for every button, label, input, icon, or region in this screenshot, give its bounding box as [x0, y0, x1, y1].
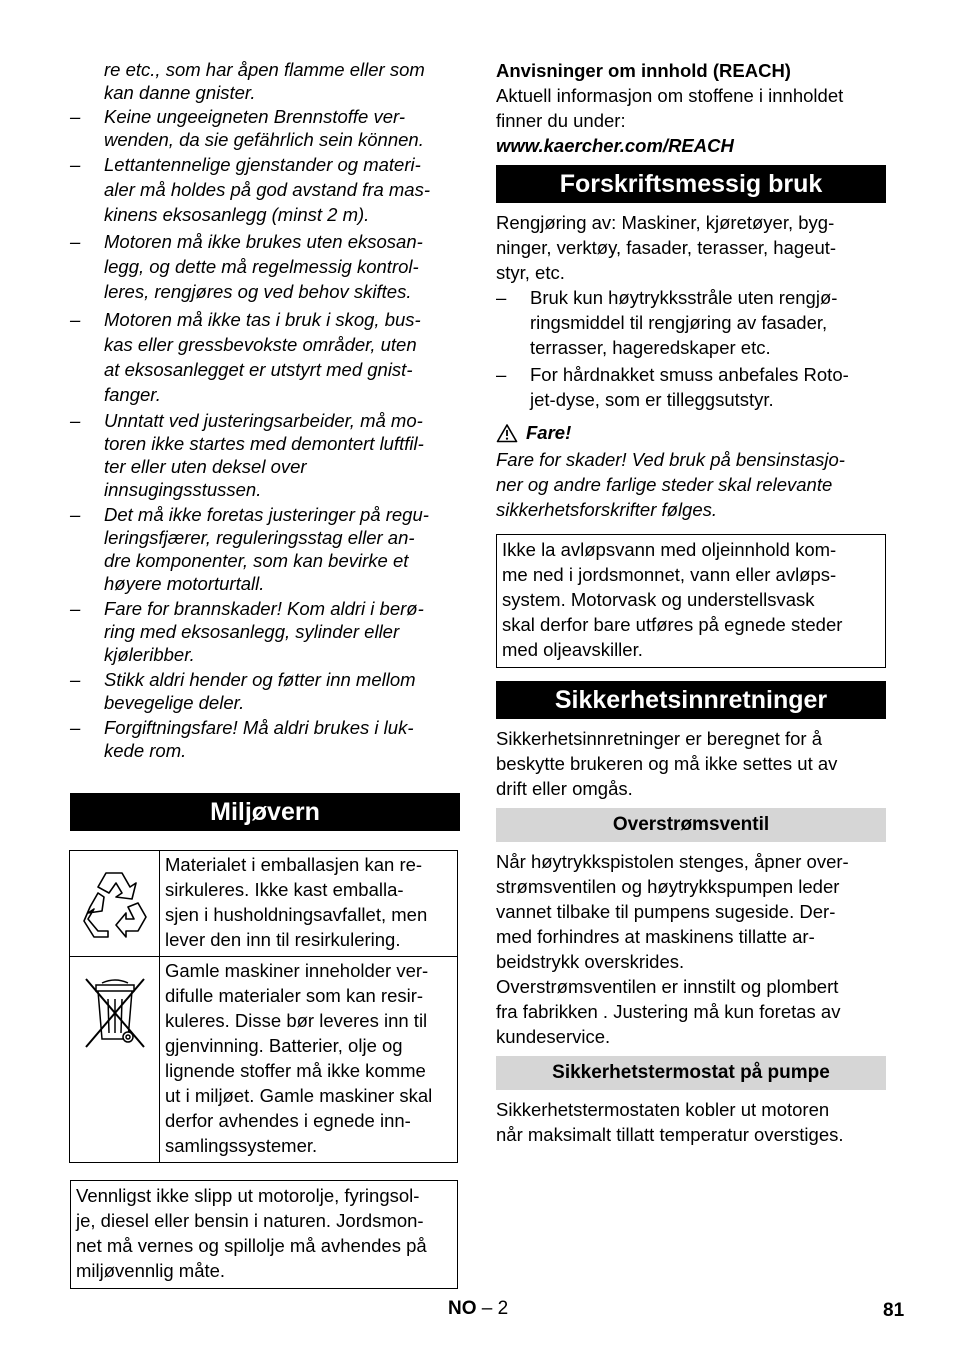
reach-title: Anvisninger om innhold (REACH)	[496, 60, 791, 81]
text-line: Overstrømsventilen er innstilt og plombert	[496, 976, 839, 997]
text-line: innsugingsstussen.	[104, 479, 262, 500]
text-line: fanger.	[104, 384, 161, 405]
icon-cell	[70, 851, 160, 957]
section-heading-miljovern: Miljøvern	[70, 793, 460, 831]
text-line: ter eller uten deksel over	[104, 456, 307, 477]
text-cell	[160, 851, 458, 957]
list-item	[70, 668, 460, 714]
list-item	[70, 105, 460, 151]
bullet-dash: –	[496, 364, 507, 385]
text-line: skal derfor bare utføres på egnede steder	[502, 614, 843, 635]
text-cell	[160, 957, 458, 1163]
bullet-dash: –	[496, 287, 507, 308]
text-line: ring med eksosanlegg, sylinder eller	[104, 621, 400, 642]
text-line: beidstrykk overskrides.	[496, 951, 685, 972]
list-item	[70, 597, 460, 666]
bullet-dash: –	[70, 504, 81, 525]
subheading-sikkerhetstermostat: Sikkerhetstermostat på pumpe	[496, 1056, 886, 1090]
bullet-dash: –	[70, 231, 81, 252]
intro-paragraph	[70, 58, 460, 104]
text-line: miljøvennlig måte.	[76, 1260, 226, 1281]
text-line: Det må ikke foretas justeringer på regu-	[104, 504, 429, 525]
text-line: Når høytrykkspistolen stenges, åpner over-	[496, 851, 849, 872]
text-line: Sikkerhetstermostaten kobler ut motoren	[496, 1099, 830, 1120]
text-line: at eksosanlegget er utstyrt med gnist-	[104, 359, 413, 380]
list-item	[70, 716, 460, 762]
text-line: lignende stoffer må ikke komme	[165, 1060, 426, 1081]
text-line: beskytte brukeren og må ikke settes ut av	[496, 753, 838, 774]
text-line: Fare for skader! Ved bruk på bensinstasjo-	[496, 449, 845, 470]
footer-language: NO	[448, 1298, 477, 1319]
danger-label: Fare!	[526, 422, 572, 443]
text-line: kuleres. Disse bør leveres inn til	[165, 1010, 428, 1031]
right-column	[496, 58, 886, 1147]
bullet-dash: –	[70, 154, 81, 175]
footer-section-page: – 2	[476, 1298, 509, 1319]
left-column	[70, 58, 460, 1289]
text-line: leringsfjærer, reguleringsstag eller an-	[104, 527, 415, 548]
text-line: leres, rengjøres og ved behov skiftes.	[104, 281, 412, 302]
text-line: Aktuell informasjon om stoffene i innholdet	[496, 85, 844, 106]
text-line: net må vernes og spillolje må avhendes på	[76, 1235, 427, 1256]
text-line: Motoren må ikke tas i bruk i skog, bus-	[104, 309, 421, 330]
bullet-dash: –	[70, 309, 81, 330]
text-line: med forhindres at maskinens tillatte ar-	[496, 926, 815, 947]
text-line: ut i miljøet. Gamle maskiner skal	[165, 1085, 433, 1106]
text-line: sirkuleres. Ikke kast emballa-	[165, 879, 404, 900]
safety-paragraph	[496, 726, 886, 801]
reach-paragraph	[496, 83, 886, 133]
text-line: Gamle maskiner inneholder ver-	[165, 960, 429, 981]
bullet-dash: –	[70, 669, 81, 690]
crossed-bin-icon	[80, 973, 150, 1053]
reach-url: www.kaercher.com/REACH	[496, 135, 734, 156]
list-item	[496, 285, 886, 360]
text-line: samlingssystemer.	[165, 1135, 318, 1156]
text-line: finner du under:	[496, 110, 626, 131]
text-line: kjøleribber.	[104, 644, 195, 665]
text-line: sikkerhetsforskrifter følges.	[496, 499, 718, 520]
text-line: Vennligst ikke slipp ut motorolje, fyringsol-	[76, 1185, 420, 1206]
text-line: dre komponenter, som kan bevirke et	[104, 550, 409, 571]
text-line: ninger, verktøy, fasader, terasser, hageut-	[496, 237, 837, 258]
wastewater-note-box	[496, 534, 886, 668]
text-line: derfor avhendes i egnede inn-	[165, 1110, 411, 1131]
text-line: toren ikke startes med demontert luftfil-	[104, 433, 424, 454]
text-line: med oljeavskiller.	[502, 639, 643, 660]
recycle-icon	[76, 863, 154, 943]
text-line: kundeservice.	[496, 1026, 611, 1047]
overflow-paragraph	[496, 849, 886, 1049]
text-line: når maksimalt tillatt temperatur overstiges.	[496, 1124, 844, 1145]
text-line: wenden, da sie gefährlich sein können.	[104, 129, 424, 150]
text-line: kas eller gressbevokste områder, uten	[104, 334, 417, 355]
bullet-dash: –	[70, 717, 81, 738]
bullet-dash: –	[70, 106, 81, 127]
list-item	[70, 503, 460, 595]
text-line: re etc., som har åpen flamme eller som	[104, 59, 425, 80]
text-line: styr, etc.	[496, 262, 565, 283]
text-line: Bruk kun høytrykksstråle uten rengjø-	[530, 287, 838, 308]
text-line: Lettantennelige gjenstander og materi-	[104, 154, 421, 175]
section-heading-sikkerhetsinnretninger: Sikkerhetsinnretninger	[496, 681, 886, 719]
text-line: sjen i husholdningsavfallet, men	[165, 904, 428, 925]
danger-title	[496, 420, 886, 445]
text-line: jet-dyse, som er tilleggsutstyr.	[530, 389, 774, 410]
warning-triangle-icon	[496, 423, 518, 443]
text-line: Unntatt ved justeringsarbeider, må mo-	[104, 410, 423, 431]
text-line: terrasser, hageredskaper etc.	[530, 337, 771, 358]
text-line: Ikke la avløpsvann med oljeinnhold kom-	[502, 539, 837, 560]
text-line: Keine ungeeigneten Brennstoffe ver-	[104, 106, 406, 127]
thermostat-paragraph	[496, 1097, 886, 1147]
text-line: strømsventilen og høytrykkspumpen leder	[496, 876, 840, 897]
text-line: kede rom.	[104, 740, 187, 761]
list-item	[70, 229, 460, 304]
bullet-dash: –	[70, 598, 81, 619]
text-line: me ned i jordsmonnet, vann eller avløps-	[502, 564, 837, 585]
icon-cell	[70, 957, 160, 1163]
list-item	[70, 307, 460, 407]
use-paragraph	[496, 210, 886, 285]
text-line: legg, og dette må regelmessig kontrol-	[104, 256, 419, 277]
text-line: kinens eksosanlegg (minst 2 m).	[104, 204, 370, 225]
oil-note-box	[70, 1180, 458, 1289]
text-line: lever den inn til resirkulering.	[165, 929, 401, 950]
table-row	[70, 957, 458, 1163]
text-line: ringsmiddel til rengjøring av fasader,	[530, 312, 828, 333]
text-line: bevegelige deler.	[104, 692, 245, 713]
text-line: For hårdnakket smuss anbefales Roto-	[530, 364, 849, 385]
danger-paragraph	[496, 447, 886, 522]
text-line: høyere motorturtall.	[104, 573, 265, 594]
list-item	[496, 362, 886, 412]
text-line: gjenvinning. Batterier, olje og	[165, 1035, 403, 1056]
text-line: drift eller omgås.	[496, 778, 633, 799]
text-line: Sikkerhetsinnretninger er beregnet for å	[496, 728, 822, 749]
list-item	[70, 152, 460, 227]
text-line: Forgiftningsfare! Må aldri brukes i luk-	[104, 717, 414, 738]
text-line: Fare for brannskader! Kom aldri i berø-	[104, 598, 424, 619]
bullet-dash: –	[70, 410, 81, 431]
text-line: difulle materialer som kan resir-	[165, 985, 424, 1006]
text-line: kan danne gnister.	[104, 82, 256, 103]
text-line: fra fabrikken . Justering må kun foretas av	[496, 1001, 841, 1022]
text-line: ner og andre farlige steder skal relevante	[496, 474, 833, 495]
text-line: Motoren må ikke brukes uten eksosan-	[104, 231, 423, 252]
text-line: vannet tilbake til pumpens sugeside. Der-	[496, 901, 836, 922]
text-line: Rengjøring av: Maskiner, kjøretøyer, byg-	[496, 212, 835, 233]
table-row	[70, 851, 458, 957]
subheading-overstromsventil: Overstrømsventil	[496, 808, 886, 842]
text-line: aler må holdes på god avstand fra mas-	[104, 179, 430, 200]
section-heading-forskriftsmessig-bruk: Forskriftsmessig bruk	[496, 165, 886, 203]
text-line: Stikk aldri hender og føtter inn mellom	[104, 669, 416, 690]
text-line: Materialet i emballasjen kan re-	[165, 854, 423, 875]
footer-language-page	[448, 1298, 508, 1320]
list-item	[70, 409, 460, 501]
environment-table	[69, 850, 458, 1163]
text-line: system. Motorvask og understellsvask	[502, 589, 815, 610]
text-line: je, diesel eller bensin i naturen. Jordsmon-	[76, 1210, 424, 1231]
page-number: 81	[883, 1300, 905, 1321]
